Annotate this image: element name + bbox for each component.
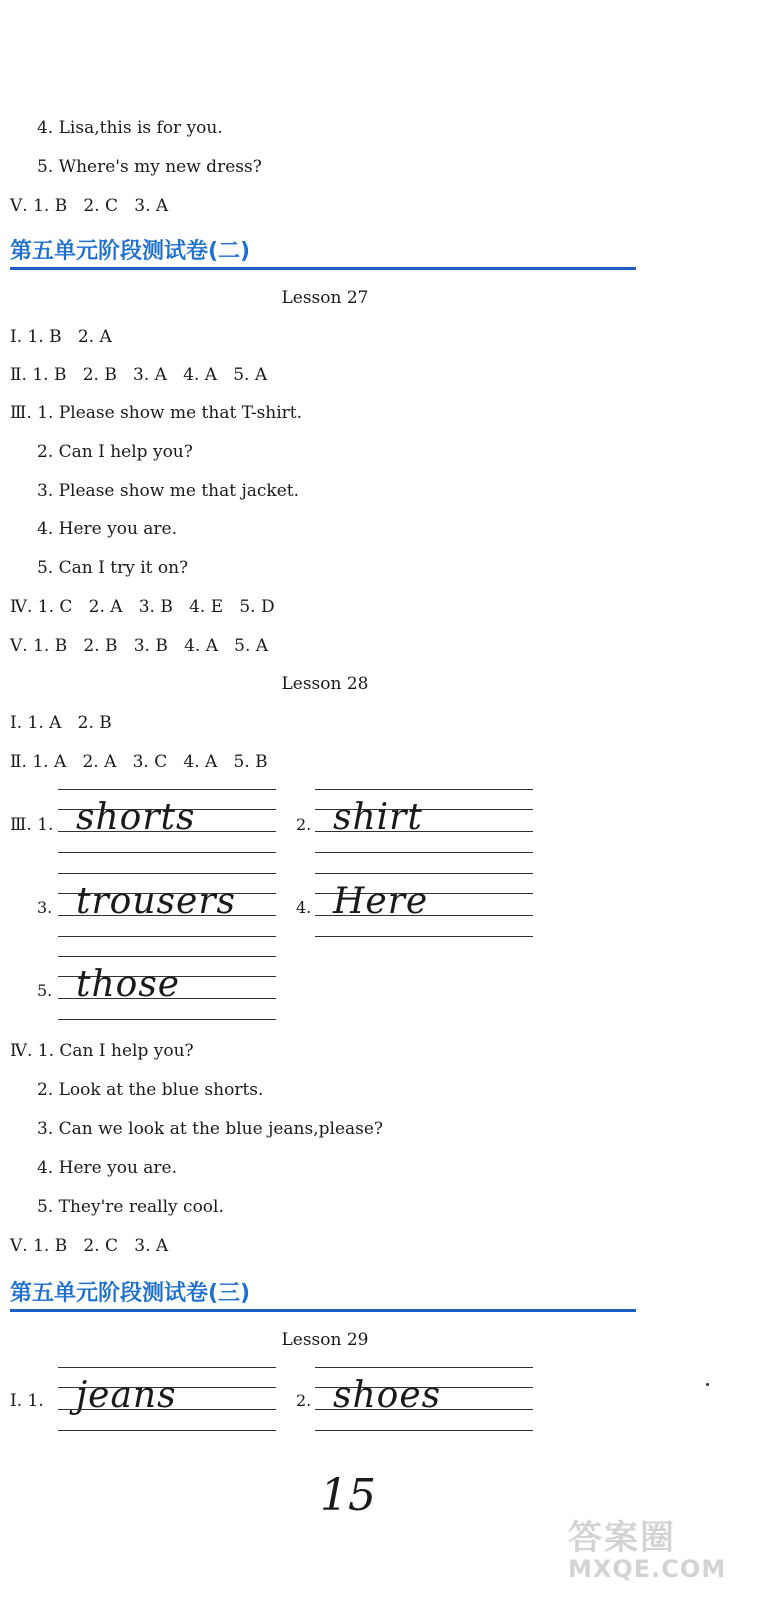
handwritten-word: shorts (76, 797, 196, 838)
answer-line: 5. Where's my new dress? (37, 157, 262, 177)
answer-line: Ⅳ. 1. C 2. A 3. B 4. E 5. D (10, 597, 275, 617)
watermark-logo: 答案圈 (568, 1518, 676, 1558)
watermark-url: MXQE.COM (568, 1555, 727, 1583)
answer-line: Ⅴ. 1. B 2. B 3. B 4. A 5. A (10, 636, 269, 656)
answer-line: 2. Can I help you? (37, 442, 193, 462)
section-title: 第五单元阶段测试卷(二) (10, 234, 636, 270)
answer-line: 5. They're really cool. (37, 1197, 224, 1217)
answer-line: Ⅰ. 1. B 2. A (10, 327, 112, 347)
writing-lines (58, 956, 276, 1020)
writing-label: Ⅰ. 1. (10, 1391, 44, 1411)
writing-number: 2. (296, 1391, 312, 1410)
handwritten-word: Here (333, 881, 429, 922)
handwritten-word: shoes (333, 1375, 442, 1416)
writing-lines (58, 873, 276, 937)
answer-line: 3. Please show me that jacket. (37, 481, 300, 501)
answer-line: Ⅰ. 1. A 2. B (10, 713, 112, 733)
page-number: 15 (320, 1470, 376, 1521)
writing-lines (58, 789, 276, 853)
watermark (568, 1510, 726, 1583)
writing-label: Ⅲ. 1. (10, 815, 54, 835)
writing-number: 5. (37, 981, 53, 1000)
lesson-title: Lesson 27 (281, 288, 369, 308)
answer-line: 3. Can we look at the blue jeans,please? (37, 1119, 384, 1139)
writing-lines (315, 873, 533, 937)
writing-lines (315, 1367, 533, 1431)
writing-lines (315, 789, 533, 853)
answer-line: 4. Lisa,this is for you. (37, 118, 223, 138)
handwritten-word: jeans (76, 1375, 177, 1416)
writing-lines (58, 1367, 276, 1431)
stray-mark (706, 1383, 709, 1386)
answer-line: Ⅳ. 1. Can I help you? (10, 1041, 194, 1061)
lesson-title: Lesson 28 (281, 674, 369, 694)
writing-number: 2. (296, 815, 312, 834)
answer-line: Ⅱ. 1. A 2. A 3. C 4. A 5. B (10, 752, 268, 772)
answer-line: Ⅴ. 1. B 2. C 3. A (10, 196, 169, 216)
answer-line: Ⅲ. 1. Please show me that T-shirt. (10, 403, 303, 423)
answer-line: 5. Can I try it on? (37, 558, 189, 578)
answer-line: 2. Look at the blue shorts. (37, 1080, 264, 1100)
writing-number: 4. (296, 898, 312, 917)
answer-line: 4. Here you are. (37, 1158, 178, 1178)
writing-number: 3. (37, 898, 53, 917)
lesson-title: Lesson 29 (281, 1330, 369, 1350)
handwritten-word: trousers (76, 881, 236, 922)
handwritten-word: shirt (333, 797, 423, 838)
answer-line: 4. Here you are. (37, 519, 178, 539)
handwritten-word: those (76, 964, 181, 1005)
section-title: 第五单元阶段测试卷(三) (10, 1276, 636, 1312)
answer-line: Ⅴ. 1. B 2. C 3. A (10, 1236, 169, 1256)
answer-line: Ⅱ. 1. B 2. B 3. A 4. A 5. A (10, 365, 268, 385)
